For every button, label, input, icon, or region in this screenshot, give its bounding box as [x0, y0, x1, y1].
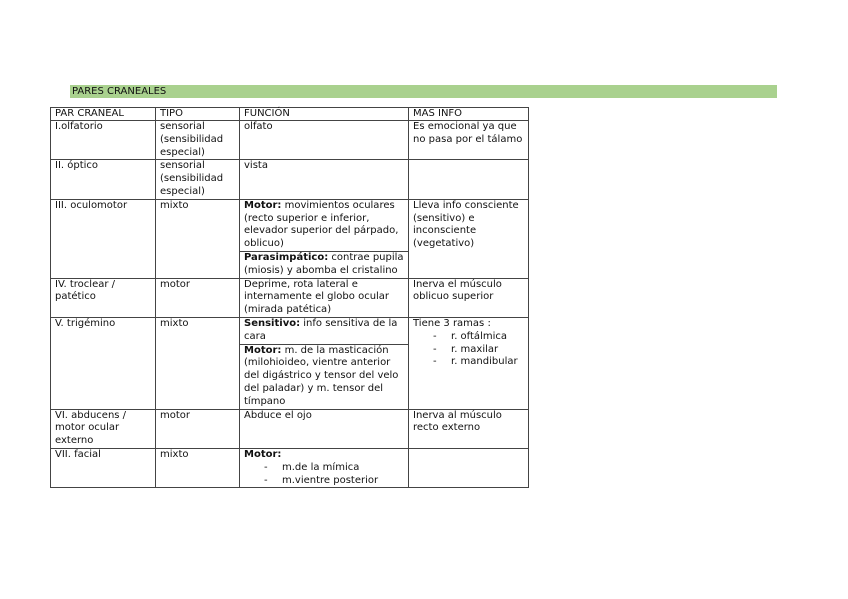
info-intro: Tiene 3 ramas : [413, 317, 491, 329]
column-header-par: PAR CRANEAL [51, 108, 156, 121]
funcion-part-label: Motor: [244, 344, 282, 356]
section-header [70, 85, 777, 98]
par-cell: II. óptico [51, 160, 156, 199]
par-cell: VII. facial [51, 448, 156, 487]
list-item: - m.de la mímica [244, 462, 406, 475]
table-row [51, 278, 529, 317]
funcion-list [244, 462, 406, 488]
table-row [51, 121, 529, 160]
funcion-part [240, 251, 408, 278]
funcion-cell: olfato [240, 121, 409, 160]
funcion-part [244, 200, 406, 251]
tipo-cell: sensorial (sensibilidad especial) [156, 121, 240, 160]
par-cell: IV. troclear / patético [51, 278, 156, 317]
funcion-part-text: m. de la masticación (milohioideo, vientre anterior del digástrico y tensor del velo del paladar) y m. tensor del tímpano [244, 344, 399, 407]
list-item: - r. maxilar [413, 344, 526, 357]
list-item: - r. mandibular [413, 356, 526, 369]
info-cell [409, 317, 529, 409]
column-header-funcion: FUNCIÓN [240, 108, 409, 121]
funcion-cell [240, 199, 409, 278]
funcion-cell [240, 448, 409, 487]
section-title: PARES CRANEALES [72, 86, 167, 97]
funcion-cell: vista [240, 160, 409, 199]
funcion-part-label: Motor: [244, 199, 282, 211]
info-cell: Lleva info consciente (sensitivo) e inconsciente (vegetativo) [409, 199, 529, 278]
funcion-part-label: Sensitivo: [244, 317, 301, 329]
par-cell: I.olfatorio [51, 121, 156, 160]
tipo-cell: motor [156, 409, 240, 448]
info-cell: Inerva al músculo recto externo [409, 409, 529, 448]
table-row [51, 199, 529, 278]
funcion-part-label: Parasimpático: [244, 251, 329, 263]
cranial-nerves-table [50, 107, 529, 488]
funcion-part-text: info sensitiva de la cara [244, 317, 398, 342]
info-cell [409, 160, 529, 199]
list-item: - m.vientre posterior [244, 475, 406, 488]
funcion-part-label: Motor: [244, 448, 282, 460]
funcion-part [244, 318, 406, 344]
funcion-part-text: contrae pupila (miosis) y abomba el cristalino [244, 251, 404, 276]
info-cell [409, 448, 529, 487]
funcion-cell: Deprime, rota lateral e internamente el globo ocular (mirada patética) [240, 278, 409, 317]
tipo-cell: sensorial (sensibilidad especial) [156, 160, 240, 199]
table-header-row [51, 108, 529, 121]
column-header-info: MAS INFO [409, 108, 529, 121]
info-cell: Inerva el músculo oblicuo superior [409, 278, 529, 317]
info-list [413, 331, 526, 369]
tipo-cell: motor [156, 278, 240, 317]
funcion-part [240, 344, 408, 409]
par-cell: III. oculomotor [51, 199, 156, 278]
list-item: - r. oftálmica [413, 331, 526, 344]
table-row [51, 317, 529, 409]
tipo-cell: mixto [156, 448, 240, 487]
info-cell: Es emocional ya que no pasa por el tálamo [409, 121, 529, 160]
par-cell: VI. abducens / motor ocular externo [51, 409, 156, 448]
funcion-cell [240, 317, 409, 409]
funcion-cell: Abduce el ojo [240, 409, 409, 448]
funcion-part-text: movimientos oculares (recto superior e inferior, elevador superior del párpado, oblicuo) [244, 199, 399, 250]
table-row [51, 448, 529, 487]
table-row [51, 409, 529, 448]
tipo-cell: mixto [156, 199, 240, 278]
column-header-tipo: TIPO [156, 108, 240, 121]
par-cell: V. trigémino [51, 317, 156, 409]
table-row [51, 160, 529, 199]
tipo-cell: mixto [156, 317, 240, 409]
